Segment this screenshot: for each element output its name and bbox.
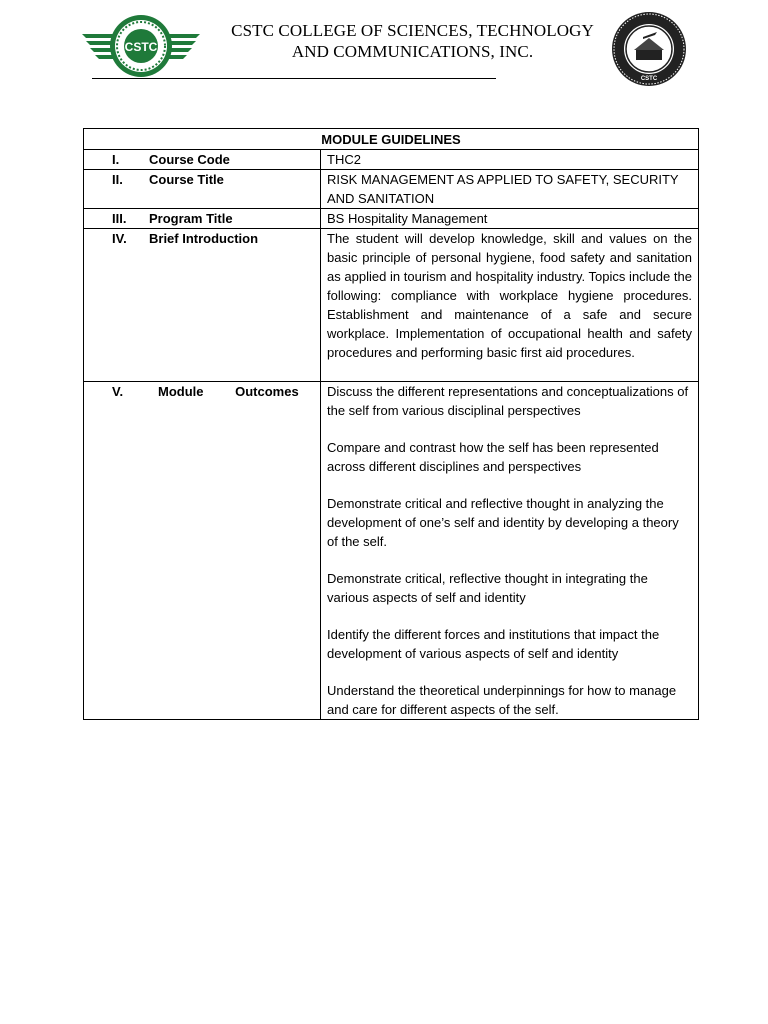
college-name bbox=[200, 20, 625, 62]
program-title-label-cell bbox=[84, 209, 321, 229]
document-header bbox=[0, 0, 768, 100]
header-divider bbox=[92, 78, 496, 79]
table-heading-row bbox=[84, 129, 699, 150]
table-row bbox=[84, 209, 699, 229]
row-label: Program Title bbox=[149, 211, 233, 226]
right-logo-text: CSTC bbox=[640, 76, 658, 82]
module-guidelines-heading: MODULE GUIDELINES bbox=[84, 129, 699, 150]
brief-introduction-label-cell bbox=[84, 229, 321, 382]
row-label: Course Title bbox=[149, 172, 224, 187]
left-logo-text: CSTC bbox=[124, 40, 158, 54]
row-number: V. bbox=[112, 384, 124, 399]
row-number: III. bbox=[112, 211, 127, 226]
tourism-hospitality-seal bbox=[610, 10, 688, 88]
course-title-value: RISK MANAGEMENT AS APPLIED TO SAFETY, SECURITY AND SANITATION bbox=[321, 170, 699, 209]
outcome-item: Identify the different forces and institutions that impact the development of various aspects of self and identity bbox=[327, 627, 660, 661]
college-name-line1: CSTC COLLEGE OF SCIENCES, TECHNOLOGY bbox=[231, 21, 594, 40]
row-label: Brief Introduction bbox=[149, 231, 259, 246]
outcome-item: Compare and contrast how the self has been represented across different disciplines and perspectives bbox=[327, 440, 659, 474]
course-code-value: THC2 bbox=[321, 150, 699, 170]
brief-introduction-value: The student will develop knowledge, skill and values on the basic principle of personal hygiene, food safety and sanitation as applied in tourism and hospitality industry. Topics include the following: compliance with workplace hygiene procedures. Establishment and maintenance of a safe and secure workplace. Implementation of occupational health and safety procedures and performing basic first aid procedures. bbox=[321, 229, 699, 382]
table-row bbox=[84, 229, 699, 382]
table-row bbox=[84, 150, 699, 170]
row-number: II. bbox=[112, 172, 123, 187]
module-guidelines-table bbox=[83, 128, 699, 720]
row-label: Course Code bbox=[149, 152, 230, 167]
course-code-label-cell bbox=[84, 150, 321, 170]
module-outcomes-list bbox=[321, 382, 699, 720]
outcome-item: Understand the theoretical underpinnings for how to manage and care for different aspects of the self. bbox=[327, 683, 677, 717]
row-label: Module Outcomes bbox=[158, 384, 299, 399]
row-number: IV. bbox=[112, 231, 127, 246]
outcome-item: Demonstrate critical, reflective thought in integrating the various aspects of self and identity bbox=[327, 571, 648, 605]
outcome-item: Demonstrate critical and reflective thought in analyzing the development of one’s self and identity by developing a theory of the self. bbox=[327, 496, 679, 549]
outcome-item: Discuss the different representations and conceptualizations of the self from various disciplinal perspectives bbox=[327, 384, 689, 418]
table-row bbox=[84, 170, 699, 209]
module-outcomes-label-cell bbox=[84, 382, 321, 720]
course-title-label-cell bbox=[84, 170, 321, 209]
row-number: I. bbox=[112, 152, 120, 167]
table-row bbox=[84, 382, 699, 720]
program-title-value: BS Hospitality Management bbox=[321, 209, 699, 229]
cstc-college-logo bbox=[80, 12, 202, 80]
college-name-line2: AND COMMUNICATIONS, INC. bbox=[291, 42, 534, 61]
